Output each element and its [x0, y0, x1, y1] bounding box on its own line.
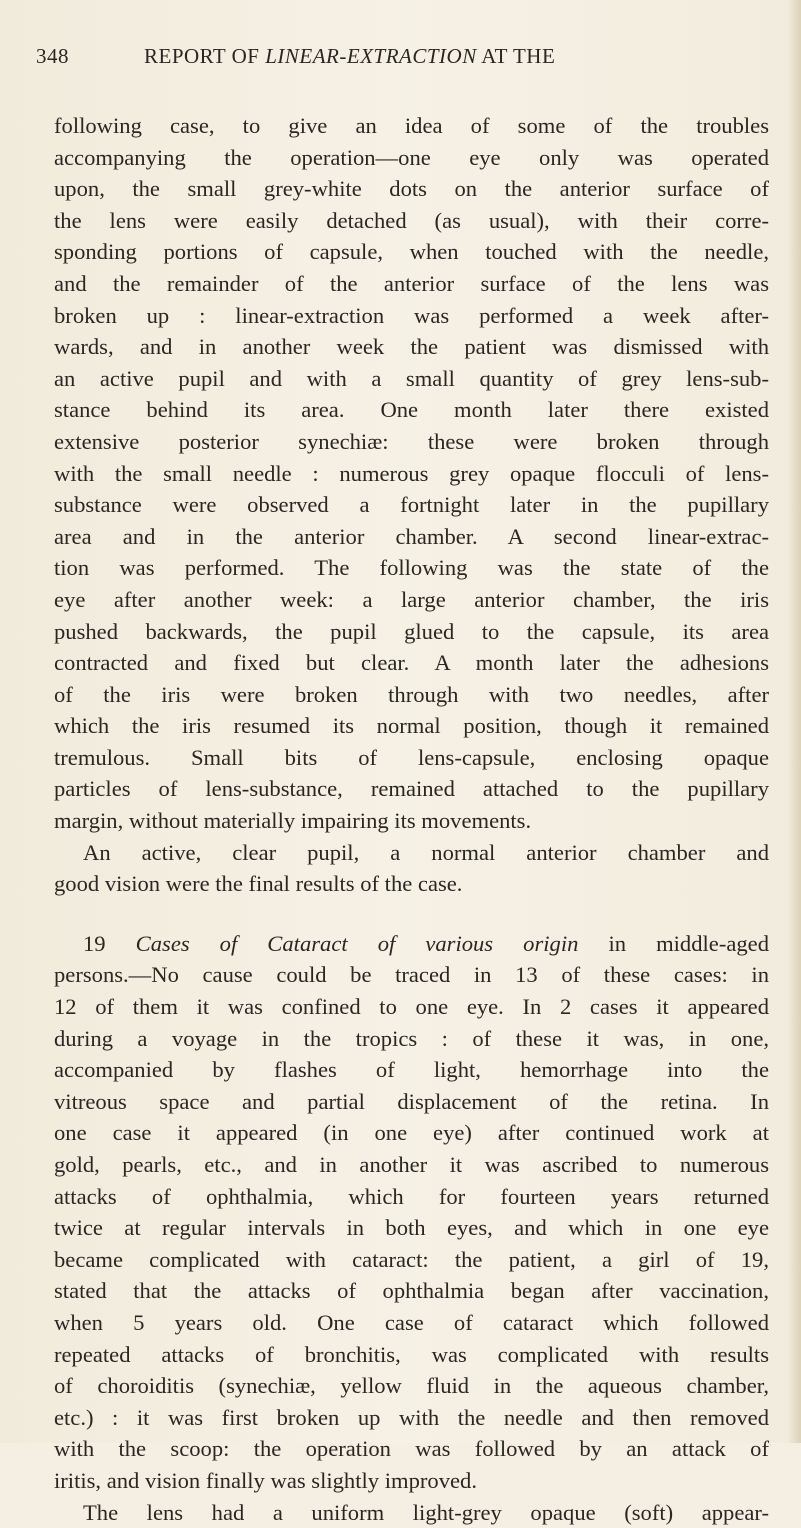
text-line: tremulous. Small bits of lens-capsule, enclosing opaque — [54, 744, 769, 770]
text-line: the lens were easily detached (as usual), with their corre- — [54, 207, 769, 233]
section-heading-italic: Cases of Cataract of various origin — [135, 930, 579, 956]
text-line: following case, to give an idea of some of the troubles — [54, 113, 769, 138]
text-line: repeated attacks of bronchitis, was complicated with results — [54, 1341, 769, 1367]
running-head-prefix: REPORT OF — [144, 44, 266, 68]
running-head-suffix: AT THE — [476, 44, 556, 68]
paragraph-case-continuation — [54, 110, 769, 837]
text-line: stated that the attacks of ophthalmia began after vaccination, — [54, 1278, 769, 1304]
running-head — [144, 36, 555, 76]
text-line: accompanying the operation—one eye only was operated — [54, 144, 769, 170]
text-line: extensive posterior synechiæ: these were broken through — [54, 428, 769, 454]
text-line: which the iris resumed its normal position, though it remained — [54, 713, 769, 739]
text-line: with the scoop: the operation was followed by an attack of — [54, 1436, 769, 1462]
text-line: pushed backwards, the pupil glued to the capsule, its area — [54, 618, 769, 644]
paragraph-case-result — [54, 837, 769, 900]
text-line: good vision were the final results of the case. — [54, 871, 463, 897]
text-line: of choroiditis (synechiæ, yellow fluid in the aqueous chamber, — [54, 1373, 769, 1399]
text-line: substance were observed a fortnight later in the pupillary — [54, 492, 769, 518]
paragraph-nineteen-cases — [54, 928, 769, 1497]
page-number: 348 — [36, 44, 69, 68]
running-head-italic: LINEAR-EXTRACTION — [265, 44, 477, 68]
text-line: iritis, and vision finally was slightly improved. — [54, 1467, 477, 1493]
page-header — [36, 36, 776, 76]
text-line: etc.) : it was first broken up with the needle and then removed — [54, 1404, 769, 1430]
text-line: twice at regular intervals in both eyes, and which in one eye — [54, 1215, 769, 1241]
text-line: broken up : linear-extraction was performed a week after- — [54, 302, 769, 328]
text-line: became complicated with cataract: the patient, a girl of 19, — [54, 1246, 769, 1272]
text-line: accompanied by flashes of light, hemorrhage into the — [54, 1057, 769, 1083]
text-line: an active pupil and with a small quantity of grey lens-sub- — [54, 365, 769, 391]
text-line: of the iris were broken through with two needles, after — [54, 681, 769, 707]
text-line: An active, clear pupil, a normal anterior chamber and — [83, 839, 769, 865]
text-line: one case it appeared (in one eye) after continued work at — [54, 1120, 769, 1146]
text-line: with the small needle : numerous grey opaque flocculi of lens- — [54, 460, 769, 486]
body-text — [54, 110, 769, 1528]
text-line: contracted and fixed but clear. A month later the adhesions — [54, 650, 769, 676]
text-line: wards, and in another week the patient was dismissed with — [54, 334, 769, 360]
text-line: and the remainder of the anterior surface of the lens was — [54, 270, 769, 296]
text-line: particles of lens-substance, remained attached to the pupillary — [54, 776, 769, 802]
text-line: tion was performed. The following was the state of the — [54, 555, 769, 581]
text-line: persons.—No cause could be traced in 13 of these cases: in — [54, 962, 769, 988]
text-line: attacks of ophthalmia, which for fourteen years returned — [54, 1183, 769, 1209]
text-line: eye after another week: a large anterior chamber, the iris — [54, 586, 769, 612]
case-count: 19 — [83, 930, 136, 956]
text-line: area and in the anterior chamber. A second linear-extrac- — [54, 523, 769, 549]
text-line: during a voyage in the tropics : of these it was, in one, — [54, 1025, 769, 1051]
paragraph-lens-description — [54, 1497, 769, 1528]
page-edge-shadow — [787, 0, 801, 1443]
text-line: when 5 years old. One case of cataract which followed — [54, 1309, 769, 1335]
text-line: upon, the small grey-white dots on the anterior surface of — [54, 176, 769, 202]
text-line: The lens had a uniform light-grey opaque (soft) appear- — [83, 1499, 769, 1525]
text-line: gold, pearls, etc., and in another it was ascribed to numerous — [54, 1152, 769, 1177]
text-line: 12 of them it was confined to one eye. In 2 cases it appeared — [54, 994, 769, 1020]
text-line: stance behind its area. One month later there existed — [54, 397, 769, 423]
text-line: margin, without materially impairing its movements. — [54, 808, 532, 834]
text-line: sponding portions of capsule, when touched with the needle, — [54, 239, 769, 265]
text-line: vitreous space and partial displacement of the retina. In — [54, 1088, 769, 1114]
section-heading-line — [54, 928, 769, 960]
section-heading-rest: in middle-aged — [578, 930, 770, 956]
